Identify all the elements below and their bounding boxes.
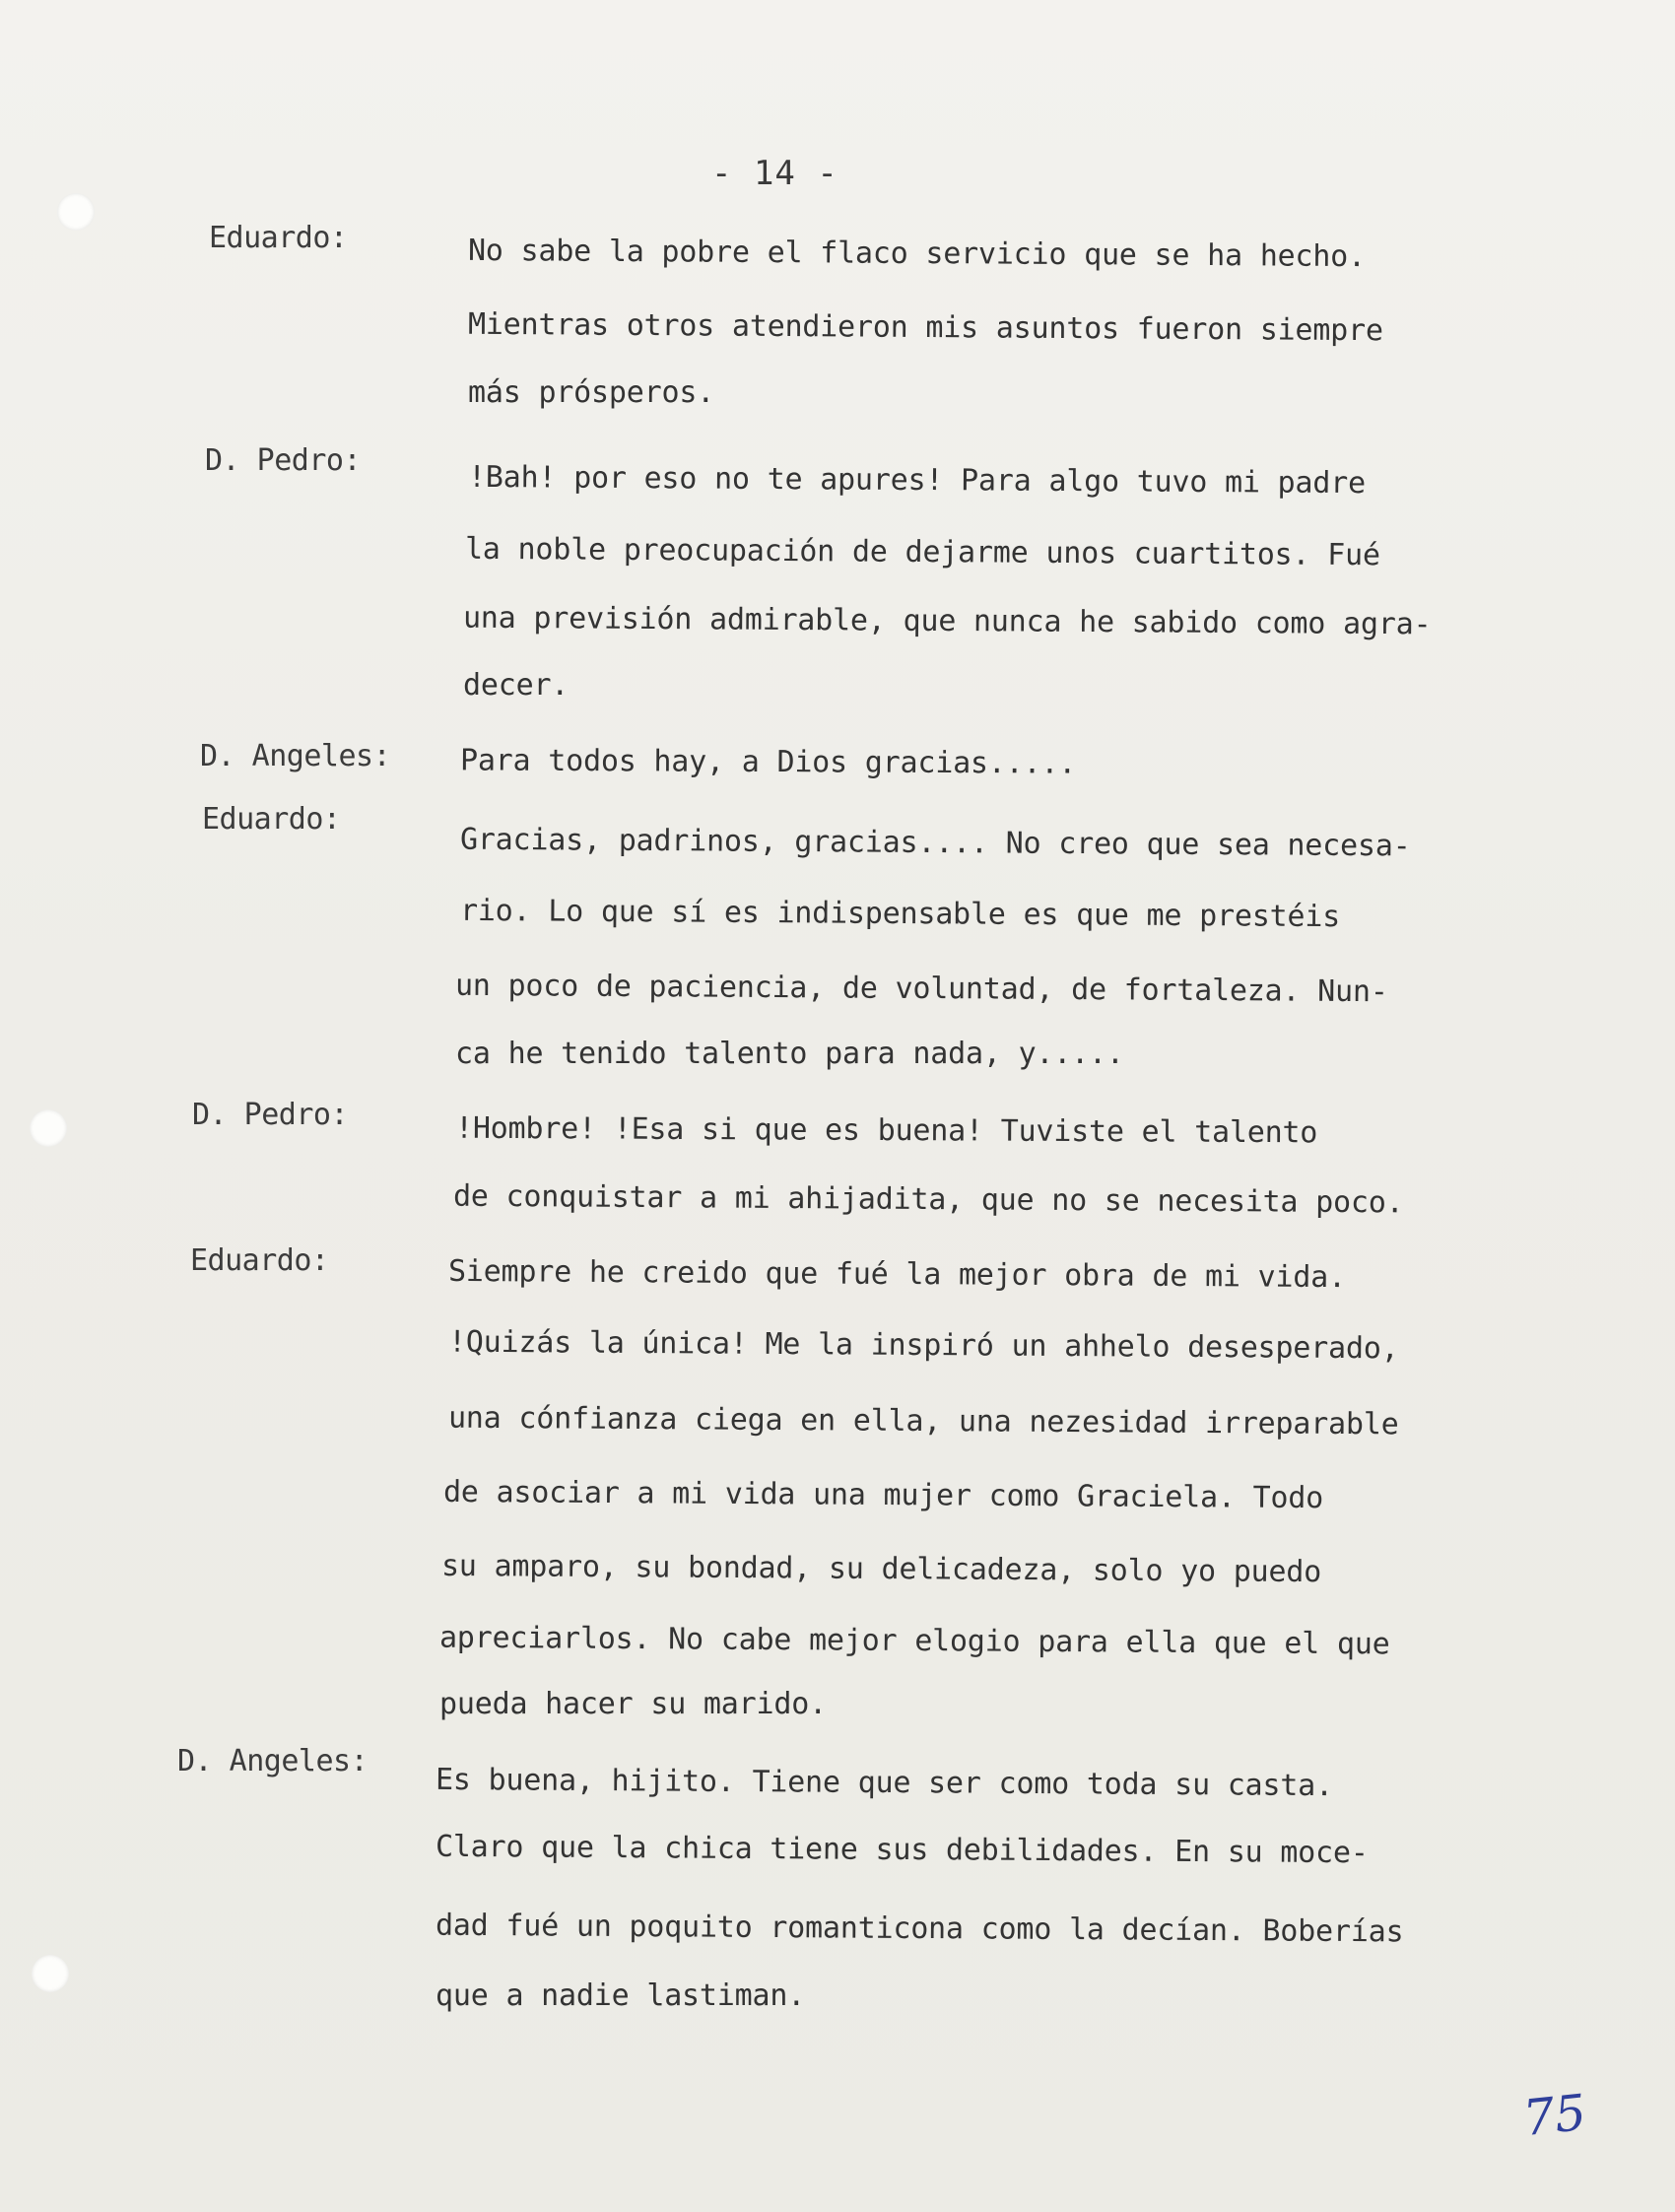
- dialogue-line: Para todos hay, a Dios gracias.....: [459, 743, 1077, 781]
- punch-hole-bottom: [32, 1955, 69, 1992]
- dialogue-line: dad fué un poquito romanticona como la decían. Boberías: [435, 1908, 1404, 1950]
- punch-hole-middle: [30, 1109, 67, 1147]
- dialogue-line: de conquistar a mi ahijadita, que no se necesita poco.: [452, 1178, 1404, 1221]
- speaker-name: D. Pedro:: [192, 1098, 349, 1132]
- speaker-name: Eduardo:: [209, 221, 348, 255]
- dialogue-line: una cónfianza ciega en ella, una nezesidad irreparable: [447, 1400, 1399, 1442]
- dialogue-line: rio. Lo que sí es indispensable es que me prestéis: [459, 893, 1341, 935]
- dialogue-line: más prósperos.: [468, 375, 715, 410]
- dialogue-line: de asociar a mi vida una mujer como Graciela. Todo: [442, 1474, 1324, 1516]
- dialogue-line: la noble preocupación de dejarme unos cuartitos. Fué: [464, 531, 1380, 573]
- speaker-name: Eduardo:: [202, 802, 341, 837]
- dialogue-line: un poco de paciencia, de voluntad, de fortaleza. Nun-: [454, 968, 1388, 1010]
- speaker-name: D. Pedro:: [205, 443, 362, 478]
- dialogue-line: Siempre he creido que fué la mejor obra de mi vida.: [447, 1253, 1347, 1296]
- dialogue-line: ca he tenido talento para nada, y.....: [455, 1037, 1124, 1071]
- punch-hole-top: [57, 193, 95, 231]
- dialogue-line: Es buena, hijito. Tiene que ser como toda su casta.: [435, 1762, 1334, 1804]
- dialogue-line: que a nadie lastiman.: [436, 1978, 806, 2013]
- dialogue-line: !Hombre! !Esa si que es buena! Tuviste el talento: [454, 1110, 1318, 1151]
- dialogue-line: su amparo, su bondad, su delicadeza, solo yo puedo: [440, 1548, 1322, 1590]
- speaker-name: Eduardo:: [190, 1243, 329, 1278]
- speaker-name: D. Angeles:: [200, 739, 391, 773]
- page-number: - 14 -: [711, 154, 838, 193]
- speaker-name: D. Angeles:: [177, 1744, 368, 1778]
- dialogue-line: apreciarlos. No cabe mejor elogio para ella que el que: [438, 1620, 1390, 1662]
- dialogue-line: No sabe la pobre el flaco servicio que se ha hecho.: [467, 233, 1367, 275]
- dialogue-line: !Bah! por eso no te apures! Para algo tuvo mi padre: [467, 459, 1367, 502]
- dialogue-line: Mientras otros atendieron mis asuntos fueron siempre: [467, 306, 1383, 349]
- dialogue-line: !Quizás la única! Me la inspiró un ahhelo desesperado,: [447, 1324, 1399, 1367]
- dialogue-line: decer.: [463, 668, 570, 703]
- handwritten-folio-number: 75: [1520, 2083, 1589, 2148]
- dialogue-line: una previsión admirable, que nunca he sabido como agra-: [462, 600, 1432, 642]
- dialogue-line: Claro que la chica tiene sus debilidades. En su moce-: [435, 1829, 1369, 1871]
- dialogue-line: pueda hacer su marido.: [439, 1687, 827, 1721]
- dialogue-line: Gracias, padrinos, gracias.... No creo que sea necesa-: [459, 822, 1411, 864]
